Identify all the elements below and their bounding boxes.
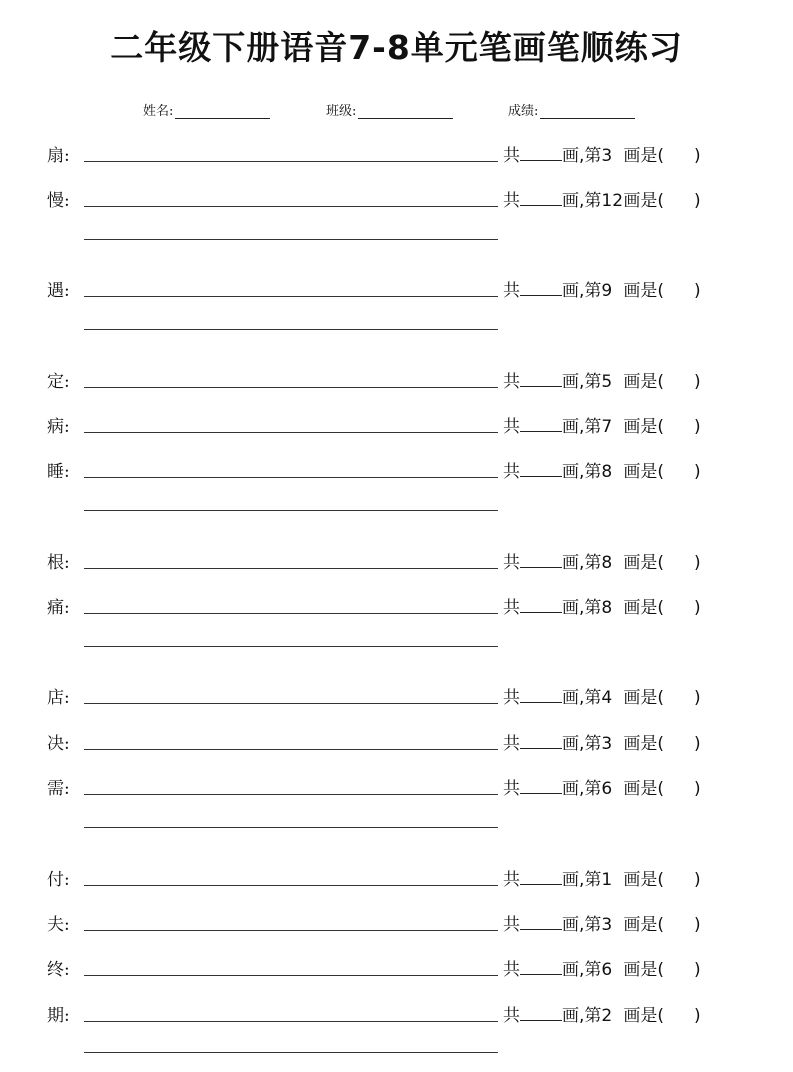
stroke-question: [503, 186, 701, 211]
stroke-prefix: 共: [503, 734, 520, 754]
stroke-suffix: 画是(: [623, 598, 665, 618]
writing-line[interactable]: [84, 161, 498, 162]
list-item: [0, 729, 793, 759]
list-item: [0, 412, 793, 442]
writing-line[interactable]: [84, 432, 498, 433]
writing-line[interactable]: [84, 1021, 498, 1022]
stroke-mid: 画,第: [562, 1006, 602, 1026]
stroke-question: [503, 955, 701, 980]
stroke-mid: 画,第: [562, 779, 602, 799]
list-item: [0, 186, 793, 216]
class-blank[interactable]: [358, 104, 453, 119]
stroke-suffix: 画是(: [623, 688, 665, 708]
list-item: [0, 367, 793, 397]
stroke-suffix: 画是(: [623, 281, 665, 301]
student-info: [0, 100, 793, 124]
stroke-prefix: 共: [503, 915, 520, 935]
character-label: 夫:: [47, 915, 70, 935]
stroke-number: 1: [601, 870, 613, 890]
stroke-count-blank[interactable]: [520, 686, 562, 703]
stroke-question: [503, 774, 701, 799]
score-field[interactable]: [508, 100, 635, 119]
writing-line[interactable]: [84, 930, 498, 931]
stroke-close: ): [694, 915, 701, 935]
character-label: 付:: [47, 870, 70, 890]
stroke-close: ): [694, 417, 701, 437]
stroke-close: ): [694, 734, 701, 754]
stroke-suffix: 画是(: [623, 191, 665, 211]
stroke-count-blank[interactable]: [520, 144, 562, 161]
stroke-mid: 画,第: [562, 462, 602, 482]
stroke-suffix: 画是(: [623, 915, 665, 935]
stroke-prefix: 共: [503, 1006, 520, 1026]
stroke-number: 12: [601, 191, 624, 211]
stroke-number: 4: [601, 688, 613, 708]
stroke-mid: 画,第: [562, 960, 602, 980]
list-item: [0, 774, 793, 804]
character-label: 根:: [47, 553, 70, 573]
writing-line[interactable]: [84, 296, 498, 297]
list-item: [0, 141, 793, 171]
stroke-number: 3: [601, 146, 613, 166]
stroke-suffix: 画是(: [623, 779, 665, 799]
stroke-close: ): [694, 146, 701, 166]
stroke-prefix: 共: [503, 372, 520, 392]
list-item: [0, 865, 793, 895]
writing-line[interactable]: [84, 613, 498, 614]
stroke-prefix: 共: [503, 553, 520, 573]
stroke-question: [503, 729, 701, 754]
stroke-suffix: 画是(: [623, 870, 665, 890]
stroke-count-blank[interactable]: [520, 460, 562, 477]
stroke-mid: 画,第: [562, 915, 602, 935]
class-field[interactable]: [326, 100, 453, 119]
list-item: [0, 457, 793, 487]
stroke-suffix: 画是(: [623, 553, 665, 573]
stroke-mid: 画,第: [562, 417, 602, 437]
class-label: 班级:: [326, 104, 357, 119]
stroke-question: [503, 1001, 701, 1026]
stroke-question: [503, 865, 701, 890]
extra-writing-line[interactable]: [84, 329, 498, 330]
list-item: [0, 1001, 793, 1031]
character-label: 终:: [47, 960, 70, 980]
stroke-question: [503, 457, 701, 482]
stroke-prefix: 共: [503, 281, 520, 301]
writing-line[interactable]: [84, 703, 498, 704]
stroke-number: 7: [601, 417, 613, 437]
stroke-number: 6: [601, 779, 613, 799]
character-label: 决:: [47, 734, 70, 754]
stroke-close: ): [694, 870, 701, 890]
stroke-number: 2: [601, 1006, 613, 1026]
stroke-question: [503, 276, 701, 301]
stroke-close: ): [694, 372, 701, 392]
stroke-suffix: 画是(: [623, 462, 665, 482]
stroke-suffix: 画是(: [623, 146, 665, 166]
stroke-prefix: 共: [503, 462, 520, 482]
character-label: 慢:: [47, 191, 70, 211]
stroke-number: 6: [601, 960, 613, 980]
extra-writing-line[interactable]: [84, 646, 498, 647]
character-label: 需:: [47, 779, 70, 799]
name-label: 姓名:: [143, 104, 174, 119]
stroke-prefix: 共: [503, 960, 520, 980]
score-blank[interactable]: [540, 104, 635, 119]
stroke-mid: 画,第: [562, 372, 602, 392]
writing-line[interactable]: [84, 885, 498, 886]
name-blank[interactable]: [175, 104, 270, 119]
stroke-mid: 画,第: [562, 870, 602, 890]
stroke-close: ): [694, 688, 701, 708]
stroke-close: ): [694, 553, 701, 573]
stroke-mid: 画,第: [562, 598, 602, 618]
stroke-count-blank[interactable]: [520, 370, 562, 387]
stroke-suffix: 画是(: [623, 417, 665, 437]
list-item: [0, 548, 793, 578]
stroke-suffix: 画是(: [623, 734, 665, 754]
stroke-prefix: 共: [503, 870, 520, 890]
stroke-close: ): [694, 281, 701, 301]
list-item: [0, 593, 793, 623]
writing-line[interactable]: [84, 975, 498, 976]
stroke-count-blank[interactable]: [520, 551, 562, 568]
stroke-count-blank[interactable]: [520, 732, 562, 749]
stroke-mid: 画,第: [562, 191, 602, 211]
character-label: 病:: [47, 417, 70, 437]
writing-line[interactable]: [84, 749, 498, 750]
stroke-suffix: 画是(: [623, 1006, 665, 1026]
stroke-close: ): [694, 960, 701, 980]
stroke-mid: 画,第: [562, 688, 602, 708]
stroke-prefix: 共: [503, 779, 520, 799]
stroke-question: [503, 910, 701, 935]
stroke-prefix: 共: [503, 598, 520, 618]
stroke-count-blank[interactable]: [520, 868, 562, 885]
stroke-number: 9: [601, 281, 613, 301]
extra-writing-line[interactable]: [84, 1052, 498, 1053]
name-field[interactable]: [143, 100, 270, 119]
character-label: 店:: [47, 688, 70, 708]
extra-writing-line[interactable]: [84, 827, 498, 828]
stroke-close: ): [694, 779, 701, 799]
writing-line[interactable]: [84, 387, 498, 388]
stroke-close: ): [694, 598, 701, 618]
stroke-question: [503, 367, 701, 392]
writing-line[interactable]: [84, 568, 498, 569]
stroke-number: 5: [601, 372, 613, 392]
stroke-mid: 画,第: [562, 281, 602, 301]
extra-writing-line[interactable]: [84, 239, 498, 240]
stroke-number: 8: [601, 598, 613, 618]
stroke-mid: 画,第: [562, 146, 602, 166]
stroke-count-blank[interactable]: [520, 596, 562, 613]
stroke-question: [503, 141, 701, 166]
stroke-count-blank[interactable]: [520, 777, 562, 794]
stroke-prefix: 共: [503, 688, 520, 708]
list-item: [0, 955, 793, 985]
stroke-count-blank[interactable]: [520, 415, 562, 432]
stroke-prefix: 共: [503, 417, 520, 437]
score-label: 成绩:: [508, 104, 539, 119]
stroke-prefix: 共: [503, 146, 520, 166]
list-item: [0, 910, 793, 940]
stroke-prefix: 共: [503, 191, 520, 211]
stroke-mid: 画,第: [562, 553, 602, 573]
stroke-count-blank[interactable]: [520, 913, 562, 930]
stroke-close: ): [694, 191, 701, 211]
stroke-question: [503, 593, 701, 618]
character-label: 遇:: [47, 281, 70, 301]
stroke-count-blank[interactable]: [520, 189, 562, 206]
stroke-mid: 画,第: [562, 734, 602, 754]
writing-line[interactable]: [84, 794, 498, 795]
stroke-question: [503, 412, 701, 437]
writing-line[interactable]: [84, 206, 498, 207]
stroke-count-blank[interactable]: [520, 1004, 562, 1021]
stroke-close: ): [694, 462, 701, 482]
stroke-number: 8: [601, 553, 613, 573]
stroke-count-blank[interactable]: [520, 958, 562, 975]
stroke-number: 3: [601, 734, 613, 754]
stroke-suffix: 画是(: [623, 372, 665, 392]
list-item: [0, 683, 793, 713]
character-label: 定:: [47, 372, 70, 392]
stroke-count-blank[interactable]: [520, 279, 562, 296]
stroke-suffix: 画是(: [623, 960, 665, 980]
character-label: 痛:: [47, 598, 70, 618]
stroke-number: 3: [601, 915, 613, 935]
page-title: 二年级下册语音7-8单元笔画笔顺练习: [110, 28, 683, 67]
stroke-close: ): [694, 1006, 701, 1026]
extra-writing-line[interactable]: [84, 510, 498, 511]
stroke-question: [503, 683, 701, 708]
character-label: 扇:: [47, 146, 70, 166]
list-item: [0, 276, 793, 306]
stroke-question: [503, 548, 701, 573]
writing-line[interactable]: [84, 477, 498, 478]
character-label: 睡:: [47, 462, 70, 482]
stroke-number: 8: [601, 462, 613, 482]
character-label: 期:: [47, 1006, 70, 1026]
